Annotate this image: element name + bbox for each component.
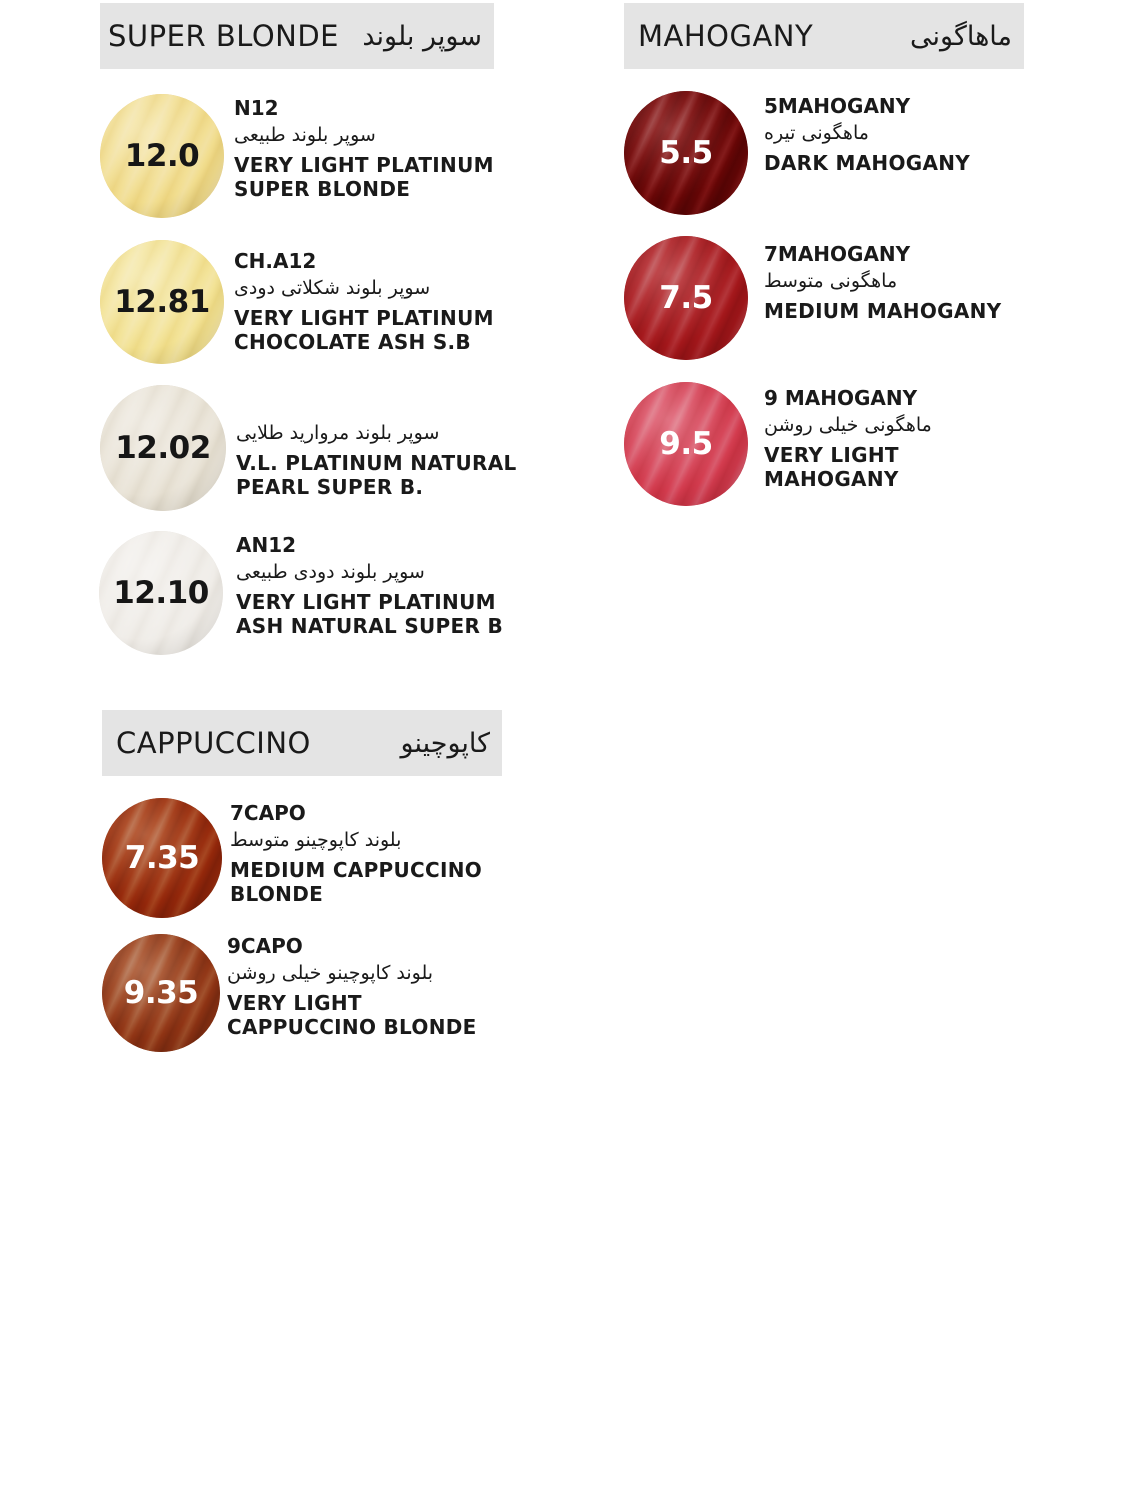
shade-number: 12.0	[124, 138, 200, 174]
shade-name-en-line1: MEDIUM CAPPUCCINO	[230, 857, 483, 882]
super-blonde-title-fa: سوپر بلوند	[362, 20, 482, 52]
shade-info	[236, 394, 517, 499]
shade-number: 12.10	[113, 575, 209, 611]
cappuccino-title-en: CAPPUCCINO	[116, 726, 311, 760]
shade-number: 12.81	[114, 284, 210, 320]
super-blonde-title-en: SUPER BLONDE	[108, 19, 340, 53]
super-blonde-header	[100, 3, 494, 69]
mahogany-title-en: MAHOGANY	[638, 19, 814, 53]
shade-info	[764, 94, 970, 175]
shade-code: N12	[234, 96, 279, 120]
cappuccino-header	[102, 710, 502, 776]
mahogany-header	[624, 3, 1024, 69]
shade-number: 12.02	[115, 430, 211, 466]
shade-name-en-line2: SUPER BLONDE	[234, 176, 411, 201]
shade-code	[236, 394, 517, 418]
shade-number: 7.5	[659, 280, 713, 316]
shade-name-en-line2: PEARL SUPER B.	[236, 474, 424, 499]
mahogany-title-fa: ماهاگونی	[910, 20, 1012, 52]
shade-info	[230, 801, 482, 906]
shade-name-fa: ماهگونی خیلی روشن	[764, 414, 932, 436]
shade-name-fa: بلوند کاپوچینو خیلی روشن	[227, 962, 434, 984]
shade-code: 7CAPO	[230, 801, 306, 825]
shade-name-fa: سوپر بلوند مروارید طلایی	[236, 422, 440, 444]
shade-name-en-line1: V.L. PLATINUM NATURAL	[236, 450, 517, 475]
color-swatch	[99, 531, 223, 655]
color-swatch	[624, 236, 748, 360]
shade-code: 7MAHOGANY	[764, 242, 911, 266]
shade-name-en-line2: CHOCOLATE ASH S.B	[234, 329, 471, 354]
shade-name-fa: ماهگونی متوسط	[764, 270, 898, 292]
shade-name-en-line2: BLONDE	[230, 881, 324, 906]
color-swatch	[624, 382, 748, 506]
color-swatch	[102, 798, 222, 918]
shade-name-en-line1: VERY LIGHT PLATINUM	[234, 152, 494, 177]
color-swatch	[100, 94, 224, 218]
shade-name-fa: سوپر بلوند شکلاتی دودی	[234, 277, 431, 299]
shade-info	[764, 386, 932, 491]
shade-code: 5MAHOGANY	[764, 94, 911, 118]
color-swatch	[100, 385, 226, 511]
color-swatch	[624, 91, 748, 215]
color-swatch	[102, 934, 220, 1052]
shade-info	[234, 96, 494, 201]
shade-name-fa: ماهگونی تیره	[764, 122, 869, 144]
shade-name-en-line1: DARK MAHOGANY	[764, 150, 971, 175]
shade-name-en-line1: VERY LIGHT	[764, 442, 899, 467]
shade-name-fa: بلوند کاپوچینو متوسط	[230, 829, 402, 851]
shade-info	[227, 934, 477, 1039]
shade-name-fa: سوپر بلوند دودی طبیعی	[236, 561, 425, 583]
color-swatch	[100, 240, 224, 364]
shade-code: 9 MAHOGANY	[764, 386, 918, 410]
shade-name-en-line2: ASH NATURAL SUPER B	[236, 613, 503, 638]
shade-number: 5.5	[659, 135, 713, 171]
shade-code: CH.A12	[234, 249, 317, 273]
shade-name-en-line1: MEDIUM MAHOGANY	[764, 298, 1002, 323]
shade-name-en-line1: VERY LIGHT	[227, 990, 362, 1015]
shade-name-en-line2: MAHOGANY	[764, 466, 899, 491]
shade-info	[236, 533, 503, 638]
shade-code: AN12	[236, 533, 297, 557]
shade-name-en-line1: VERY LIGHT PLATINUM	[236, 589, 496, 614]
shade-info	[764, 242, 1001, 323]
shade-info	[234, 249, 494, 354]
shade-name-en-line2: CAPPUCCINO BLONDE	[227, 1014, 477, 1039]
shade-name-en-line1: VERY LIGHT PLATINUM	[234, 305, 494, 330]
cappuccino-title-fa: کاپوچینو	[400, 727, 490, 759]
shade-number: 9.5	[659, 426, 713, 462]
shade-name-fa: سوپر بلوند طبیعی	[234, 124, 376, 146]
shade-number: 9.35	[123, 975, 199, 1011]
shade-number: 7.35	[124, 840, 200, 876]
shade-code: 9CAPO	[227, 934, 303, 958]
